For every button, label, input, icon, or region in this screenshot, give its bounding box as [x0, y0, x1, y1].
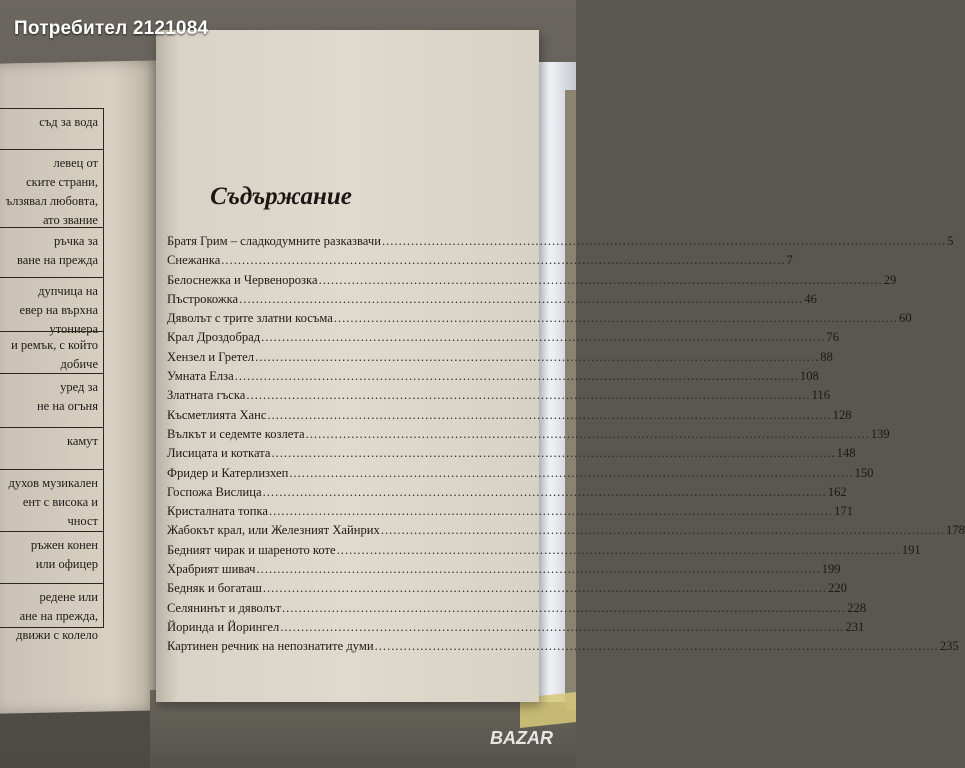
- toc-entry: [167, 465, 874, 485]
- uploader-watermark: Потребител 2121084: [14, 18, 209, 39]
- toc-leader-dots: [239, 292, 803, 307]
- toc-entry-page: 228: [847, 600, 867, 615]
- toc-entry: [167, 369, 819, 388]
- table-of-contents: [167, 234, 965, 659]
- glossary-row: [0, 469, 103, 531]
- toc-entry-title: Златната гъска: [167, 388, 246, 403]
- toc-entry: [167, 330, 839, 349]
- toc-entry: [167, 523, 965, 542]
- toc-entry: [167, 234, 954, 253]
- toc-entry-page: 46: [804, 291, 817, 306]
- glossary-text: уред за: [60, 380, 98, 394]
- toc-entry-title: Късметлията Ханс: [167, 407, 267, 422]
- toc-entry-page: 220: [828, 581, 847, 596]
- glossary-row: [0, 227, 103, 277]
- bazar-logo: [490, 724, 568, 754]
- glossary-text: левец от: [53, 156, 98, 170]
- toc-entry-title: Вълкът и седемте козлета: [167, 426, 305, 441]
- toc-entry: [167, 639, 959, 658]
- bazar-logo-text: BAZAR: [490, 728, 553, 748]
- glossary-text: чност: [67, 514, 98, 528]
- toc-entry: [167, 446, 856, 465]
- toc-entry-title: Пъстрокожка: [167, 291, 239, 306]
- toc-entry-page: 235: [939, 639, 959, 654]
- toc-entry-title: Белоснежка и Червенорозка: [167, 272, 318, 287]
- glossary-text: ато звание: [42, 213, 98, 227]
- toc-entry: [167, 407, 852, 427]
- glossary-row: [0, 331, 103, 373]
- toc-entry-page: 150: [854, 465, 874, 480]
- glossary-text: евер на върхна: [19, 303, 98, 317]
- glossary-text: духов музикален: [8, 476, 98, 490]
- toc-entry: [167, 253, 793, 272]
- toc-entry-page: 128: [832, 407, 852, 422]
- toc-entry-title: Кристалната топка: [167, 504, 268, 519]
- glossary-row: [0, 583, 103, 642]
- toc-leader-dots: [255, 350, 819, 365]
- toc-leader-dots: [382, 234, 946, 249]
- toc-entry-page: 116: [811, 388, 831, 403]
- toc-entry: [167, 349, 833, 369]
- toc-entry-page: 191: [901, 542, 921, 557]
- toc-entry-page: 171: [834, 504, 854, 519]
- toc-leader-dots: [235, 369, 799, 384]
- toc-entry-page: 60: [899, 311, 912, 326]
- glossary-text: добиче: [60, 357, 98, 371]
- toc-leader-dots: [261, 330, 825, 345]
- toc-entry: [167, 272, 897, 292]
- toc-leader-dots: [263, 581, 827, 596]
- glossary-row: [0, 373, 103, 427]
- glossary-text: ане на прежда,: [19, 609, 98, 623]
- toc-leader-dots: [269, 504, 833, 519]
- toc-entry-title: Дяволът с трите златни косъма: [167, 311, 333, 326]
- toc-leader-dots: [263, 485, 827, 500]
- glossary-row: [0, 277, 103, 336]
- toc-entry: [167, 542, 921, 562]
- toc-leader-dots: [221, 253, 785, 268]
- toc-entry: [167, 600, 867, 620]
- toc-entry-page: 108: [799, 369, 819, 384]
- toc-entry-title: Фридер и Катерлизхеп: [167, 465, 289, 480]
- toc-leader-dots: [257, 562, 821, 577]
- glossary-text: съд за вода: [39, 115, 98, 129]
- toc-entry-title: Жабокът крал, или Железният Хайнрих: [167, 523, 380, 538]
- glossary-text: ръжен конен: [30, 538, 98, 552]
- toc-leader-dots: [267, 408, 831, 423]
- glossary-text: ълзявал любовта,: [5, 194, 98, 208]
- glossary-text: не на огъня: [36, 399, 98, 413]
- toc-entry-title: Умната Елза: [167, 369, 234, 384]
- toc-entry-page: 231: [845, 619, 865, 634]
- toc-entry-title: Лисицата и котката: [167, 446, 271, 461]
- toc-leader-dots: [334, 311, 898, 326]
- toc-entry-page: 139: [870, 426, 890, 441]
- toc-leader-dots: [246, 388, 810, 403]
- page-title: Съдържание: [210, 183, 352, 210]
- toc-entry: [167, 484, 847, 504]
- glossary-text: утониера: [49, 322, 98, 336]
- toc-entry-title: Селянинът и дяволът: [167, 600, 281, 615]
- glossary-text: дупчица на: [38, 284, 98, 298]
- toc-entry-page: 88: [820, 349, 833, 364]
- glossary-text: ръчка за: [53, 234, 98, 248]
- toc-leader-dots: [271, 446, 835, 461]
- toc-entry-page: 76: [826, 330, 839, 345]
- toc-entry-page: 199: [821, 562, 841, 577]
- toc-entry-title: Госпожа Вислица: [167, 484, 262, 499]
- toc-entry-page: 7: [786, 253, 793, 268]
- toc-entry-page: 178: [946, 523, 965, 538]
- glossary-text: и ремък, с който: [11, 338, 98, 352]
- toc-entry: [167, 311, 912, 330]
- toc-entry-title: Храбрият шивач: [167, 562, 256, 577]
- toc-leader-dots: [337, 543, 901, 558]
- toc-entry-page: 29: [883, 272, 897, 287]
- glossary-row: [0, 531, 103, 583]
- toc-entry: [167, 619, 865, 639]
- toc-entry-title: Картинен речник на непознатите думи: [167, 639, 374, 654]
- glossary-text: камут: [66, 434, 98, 448]
- glossary-text: движи с колело: [16, 628, 98, 642]
- toc-entry: [167, 504, 854, 523]
- toc-leader-dots: [280, 620, 844, 635]
- glossary-text: редене или: [39, 590, 98, 604]
- toc-entry-title: Крал Дроздобрад: [167, 330, 261, 345]
- glossary-text: ските страни,: [26, 175, 98, 189]
- toc-entry: [167, 388, 831, 407]
- toc-entry-title: Хензел и Гретел: [167, 349, 255, 364]
- toc-leader-dots: [381, 523, 945, 538]
- toc-entry-title: Бедняк и богаташ: [167, 581, 262, 596]
- toc-entry: [167, 562, 841, 581]
- toc-leader-dots: [289, 466, 853, 481]
- toc-entry: [167, 581, 847, 600]
- toc-entry-page: 5: [947, 234, 954, 248]
- toc-entry: [167, 291, 817, 311]
- toc-entry-title: Бедният чирак и шареното коте: [167, 542, 336, 557]
- toc-entry-page: 148: [836, 446, 856, 461]
- glossary-text: или офицер: [35, 557, 98, 571]
- toc-entry-title: Йоринда и Йорингел: [167, 619, 280, 634]
- toc-entry-page: 162: [827, 484, 847, 499]
- toc-entry-title: Снежанка: [167, 253, 221, 268]
- glossary-text: ване на прежда: [16, 253, 98, 267]
- glossary-row: [0, 427, 103, 469]
- toc-entry-title: Братя Грим – сладкодумните разказвачи: [167, 234, 381, 248]
- toc-entry: [167, 426, 890, 446]
- toc-leader-dots: [319, 273, 883, 288]
- toc-leader-dots: [375, 639, 939, 654]
- toc-leader-dots: [306, 427, 870, 442]
- glossary-text: ент с висока и: [22, 495, 98, 509]
- glossary-row: [0, 109, 103, 149]
- toc-leader-dots: [282, 601, 846, 616]
